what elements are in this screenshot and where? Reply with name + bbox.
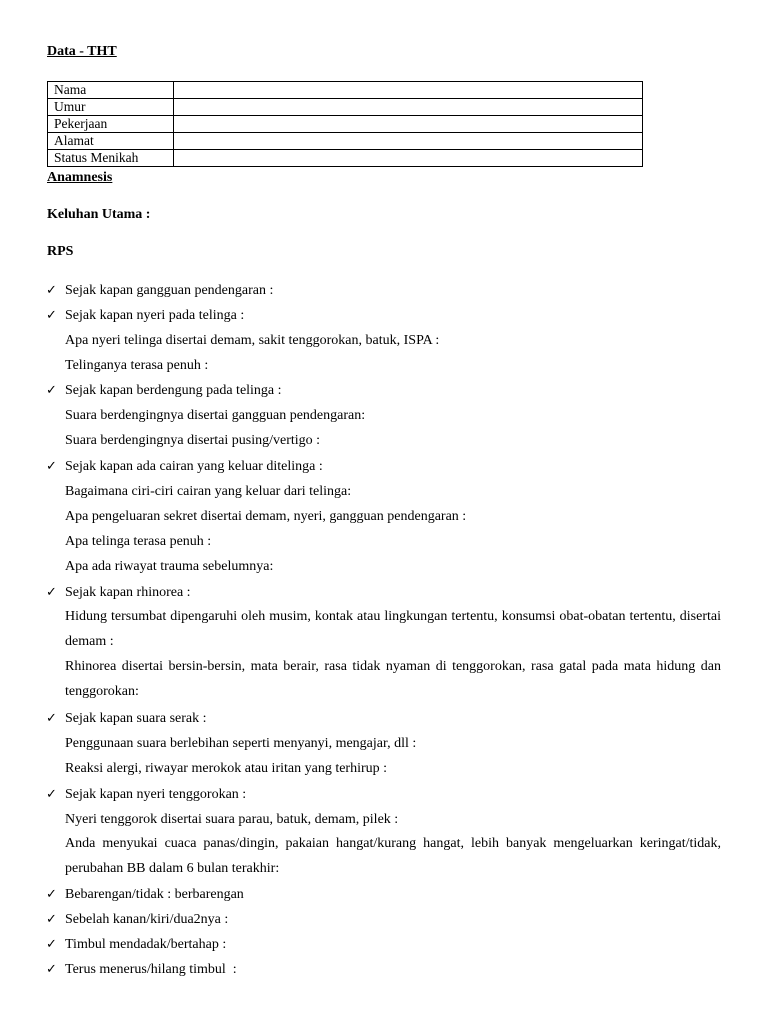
check-icon: ✓: [46, 307, 57, 322]
document-title: Data - THT: [47, 44, 117, 59]
row-value-nama: [174, 82, 643, 99]
list-item: Timbul mendadak/bertahap :: [65, 937, 227, 952]
row-label-status-menikah: Status Menikah: [48, 150, 174, 167]
check-icon: ✓: [46, 961, 57, 976]
list-item: Telinganya terasa penuh :: [65, 358, 209, 373]
check-icon: ✓: [46, 458, 57, 473]
check-icon: ✓: [46, 936, 57, 951]
list-item: Sejak kapan ada cairan yang keluar ditelinga :: [65, 459, 323, 474]
check-icon: ✓: [46, 786, 57, 801]
list-item: Terus menerus/hilang timbul :: [65, 962, 237, 977]
patient-info-table: [47, 81, 643, 167]
list-item: Anda menyukai cuaca panas/dingin, pakaian hangat/kurang hangat, lebih banyak mengeluarkan keringat/tidak, perubahan BB dalam 6 bulan terakhir:: [65, 836, 721, 876]
list-item: Bagaimana ciri-ciri cairan yang keluar dari telinga:: [65, 484, 352, 499]
section-anamnesis: Anamnesis: [47, 170, 113, 185]
list-item: Sejak kapan nyeri pada telinga :: [65, 308, 245, 323]
row-label-umur: Umur: [48, 99, 174, 116]
list-item: Nyeri tenggorok disertai suara parau, batuk, demam, pilek :: [65, 812, 399, 827]
list-item: Apa telinga terasa penuh :: [65, 534, 212, 549]
list-item: Apa pengeluaran sekret disertai demam, nyeri, gangguan pendengaran :: [65, 509, 467, 524]
row-value-status-menikah: [174, 150, 643, 167]
check-icon: ✓: [46, 382, 57, 397]
list-item: Bebarengan/tidak : berbarengan: [65, 887, 244, 902]
list-item: Suara berdengingnya disertai pusing/vertigo :: [65, 433, 321, 448]
list-item: Penggunaan suara berlebihan seperti menyanyi, mengajar, dll :: [65, 736, 417, 751]
row-value-umur: [174, 99, 643, 116]
section-keluhan-utama: Keluhan Utama :: [47, 207, 151, 222]
list-item: Rhinorea disertai bersin-bersin, mata berair, rasa tidak nyaman di tenggorokan, rasa gatal pada mata hidung dan tenggorokan:: [65, 659, 721, 699]
row-label-alamat: Alamat: [48, 133, 174, 150]
check-icon: ✓: [46, 710, 57, 725]
list-item: Sejak kapan berdengung pada telinga :: [65, 383, 282, 398]
row-value-alamat: [174, 133, 643, 150]
row-value-pekerjaan: [174, 116, 643, 133]
check-icon: ✓: [46, 282, 57, 297]
list-item: Sebelah kanan/kiri/dua2nya :: [65, 912, 229, 927]
list-item: Apa ada riwayat trauma sebelumnya:: [65, 559, 274, 574]
list-item: Reaksi alergi, riwayar merokok atau iritan yang terhirup :: [65, 761, 388, 776]
row-label-nama: Nama: [48, 82, 174, 99]
list-item: Sejak kapan rhinorea :: [65, 585, 191, 600]
list-item: Apa nyeri telinga disertai demam, sakit tenggorokan, batuk, ISPA :: [65, 333, 440, 348]
check-icon: ✓: [46, 584, 57, 599]
list-item: Hidung tersumbat dipengaruhi oleh musim, kontak atau lingkungan tertentu, konsumsi obat-obatan tertentu, disertai demam :: [65, 609, 721, 649]
row-label-pekerjaan: Pekerjaan: [48, 116, 174, 133]
list-item: Sejak kapan suara serak :: [65, 711, 207, 726]
check-icon: ✓: [46, 886, 57, 901]
list-item: Suara berdengingnya disertai gangguan pendengaran:: [65, 408, 366, 423]
list-item: Sejak kapan gangguan pendengaran :: [65, 283, 274, 298]
check-icon: ✓: [46, 911, 57, 926]
table-row: [48, 133, 643, 150]
table-row: [48, 116, 643, 133]
table-row: [48, 99, 643, 116]
list-item: Sejak kapan nyeri tenggorokan :: [65, 787, 247, 802]
table-row: [48, 150, 643, 167]
section-rps: RPS: [47, 244, 74, 259]
table-row: [48, 82, 643, 99]
